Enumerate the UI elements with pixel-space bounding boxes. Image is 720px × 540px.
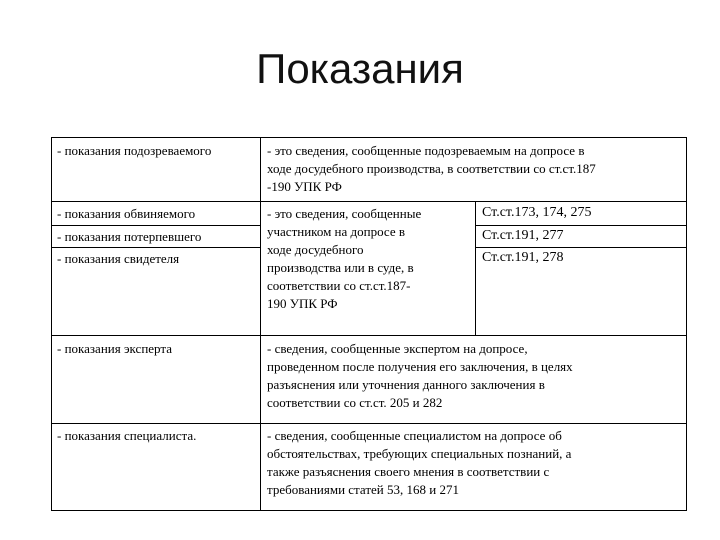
- definition-line: также разъяснения своего мнения в соответствии с: [267, 464, 550, 479]
- testimony-type-cell: - показания подозреваемого: [57, 143, 212, 158]
- definition-line: обстоятельствах, требующих специальных познаний, а: [267, 446, 572, 461]
- column-divider: [475, 201, 476, 335]
- article-reference: Ст.ст.191, 278: [482, 250, 564, 265]
- table-border-right: [686, 137, 687, 511]
- definition-line: - сведения, сообщенные специалистом на допросе об: [267, 428, 562, 443]
- definition-line: ходе досудебного производства, в соответствии со ст.ст.187: [267, 161, 596, 176]
- definition-line: - это сведения, сообщенные подозреваемым на допросе в: [267, 143, 585, 158]
- article-reference: Ст.ст.173, 174, 275: [482, 205, 592, 220]
- definition-line: требованиями статей 53, 168 и 271: [267, 482, 459, 497]
- testimony-type-cell: - показания эксперта: [57, 341, 172, 356]
- testimony-type-cell: - показания обвиняемого: [57, 206, 196, 221]
- testimony-type-cell: - показания свидетеля: [57, 251, 180, 266]
- row-divider: [51, 335, 687, 336]
- testimony-type-cell: - показания специалиста.: [57, 428, 197, 443]
- column-divider: [260, 137, 261, 511]
- testimony-table: [51, 137, 687, 511]
- definition-line: - это сведения, сообщенные: [267, 206, 422, 221]
- row-divider: [51, 423, 687, 424]
- definition-line: ходе досудебного: [267, 242, 364, 257]
- table-border-bottom: [51, 510, 687, 511]
- row-divider: [51, 201, 687, 202]
- definition-line: -190 УПК РФ: [267, 179, 342, 194]
- definition-line: проведенном после получения его заключения, в целях: [267, 359, 573, 374]
- definition-line: - сведения, сообщенные экспертом на допросе,: [267, 341, 528, 356]
- definition-line: производства или в суде, в: [267, 260, 414, 275]
- subrow-divider: [51, 225, 260, 226]
- table-border-top: [51, 137, 687, 138]
- definition-line: соответствии со ст.ст. 205 и 282: [267, 395, 443, 410]
- slide-title: Показания: [256, 45, 464, 92]
- definition-line: соответствии со ст.ст.187-: [267, 278, 411, 293]
- article-reference: Ст.ст.191, 277: [482, 228, 564, 243]
- definition-line: разъяснения или уточнения данного заключения в: [267, 377, 545, 392]
- table-border-left: [51, 137, 52, 511]
- definition-line: участником на допросе в: [267, 224, 406, 239]
- testimony-type-cell: - показания потерпевшего: [57, 229, 202, 244]
- definition-line: 190 УПК РФ: [267, 296, 338, 311]
- subrow-divider: [51, 247, 260, 248]
